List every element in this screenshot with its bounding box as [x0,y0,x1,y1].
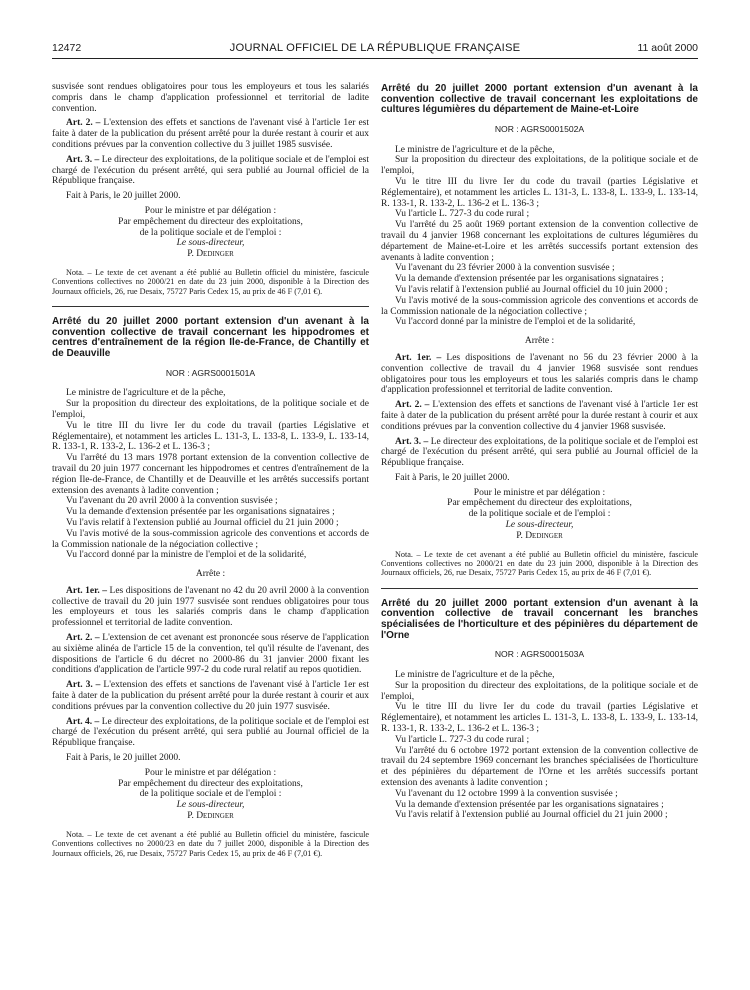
section-divider [381,588,698,589]
signature-line: Pour le ministre et par délégation : [473,487,606,498]
signature-line: de la politique sociale et de l'emploi : [468,509,611,520]
article-label: Art. 2. – [66,633,100,644]
article-paragraph [52,155,369,187]
visa-line: Vu la demande d'extension présentée par les organisations signataires ; [395,274,664,285]
visa-line: Vu l'arrêté du 25 août 1969 portant extension de la convention collective de travail du 4 janvier 1968 concernant les exploitations de cultures légumières du département de Maine-et-Loire et les arrêtés successifs portant extension des avenants à ladite convention ; [381,220,698,263]
nota-note: Nota. – Le texte de cet avenant a été publié au Bulletin officiel du ministère, fascicule Conventions collectives no 2000/21 en date du 23 juin 2000, disponible à la Direction des Journaux officiels, 26, rue Desaix, 75727 Paris Cedex 15, au prix de 46 F (7,01 €). [52,267,369,296]
page-header [52,39,698,57]
left-column [52,82,369,858]
visa-line: Vu l'arrêté du 6 octobre 1972 portant extension de la convention collective de travail du 24 septembre 1969 concernant les branches spécialisées de l'horticulture et des pépinières du département de l'Orne et les arrêtés successifs portant extension des avenants à ladite convention ; [381,745,698,789]
signature-role: Le sous-directeur, [176,238,245,249]
nor-reference: NOR : AGRS0001501A [165,367,256,378]
visa-line: Vu l'avis relatif à l'extension publié au Journal officiel du 10 juin 2000 ; [395,284,668,295]
signature-line: Pour le ministre et par délégation : [144,767,277,778]
article-text: L'extension de cet avenant est prononcée sous réserve de l'application au sixième alinéa de l'article 15 de la convention, tel qu'il résulte de l'avenant, des dispositions de l'article 6 du décret no 2000-86 du 31 janvier 2000 fixant les conditions d'application de l'article 997-2 du code rural relatif au repos quotidien. [52,633,369,676]
visa-line: Le ministre de l'agriculture et de la pêche, [395,144,555,155]
article-label: Art. 3. – [66,154,100,165]
visa-line: Vu le titre III du livre Ier du code du travail (parties Législative et Réglementaire), et notamment les articles L. 131-3, L. 133-8, L. 133-9, L. 133-14, R. 133-1, R. 133-2, L. 136-2 et L. 136-3 ; [52,420,369,453]
header-rule [52,58,698,59]
nota-note: Nota. – Le texte de cet avenant a été publié au Bulletin officiel du ministère, fascicule Conventions collectives no 2000/23 en date du 7 juillet 2000, disponible à la Direction des Journaux officiels, 26, rue Desaix, 75727 Paris Cedex 15, au prix de 46 F (7,01 €). [52,829,369,858]
right-column [381,84,698,821]
article-paragraph [381,437,698,469]
signature-line: de la politique sociale et de l'emploi : [139,789,282,800]
visa-line: Vu la demande d'extension présentée par les organisations signataires ; [66,507,335,518]
nor-reference: NOR : AGRS0001503A [494,649,585,660]
journal-title: JOURNAL OFFICIEL DE LA RÉPUBLIQUE FRANÇAISE [229,42,521,54]
article-text: L'extension des effets et sanctions de l'avenant visé à l'article 1er est faite à dater de la publication du présent arrêté pour la durée restant à courir et aux conditions prévues par la convention collective du 20 juin 1977 susvisée. [52,680,369,712]
arrete-heading: Arrête : [524,336,555,347]
article-label: Art. 2. – [66,118,101,129]
article-label: Art. 4. – [66,716,100,727]
signatory-name: P. Dedinger [516,530,563,541]
signature-date: Fait à Paris, le 20 juillet 2000. [66,753,181,764]
visa-line: Vu l'avenant du 12 octobre 1999 à la convention susvisée ; [395,788,618,799]
continued-text: susvisée sont rendues obligatoires pour tous les employeurs et tous les salariés compris dans le champ d'application professionnel et territorial de ladite convention. [52,82,369,114]
issue-date: 11 août 2000 [637,42,698,54]
article-text: Le directeur des exploitations, de la politique sociale et de l'emploi est chargé de l'exécution du présent arrêté, qui sera publié au Journal officiel de la République française. [52,716,369,749]
signature-date: Fait à Paris, le 20 juillet 2000. [395,472,510,483]
article-label: Art. 2. – [395,400,430,411]
visa-line: Vu l'avis motivé de la sous-commission agricole des conventions et accords de la Commission nationale de la négociation collective ; [52,528,369,550]
article-label: Art. 3. – [395,436,429,447]
signature-line: Par empêchement du directeur des exploitations, [447,498,632,509]
signature-line: Par empêchement du directeur des exploitations, [118,216,303,227]
visa-line: Vu l'accord donné par la ministre de l'emploi et de la solidarité, [66,550,307,561]
visa-line: Vu l'avis motivé de la sous-commission agricole des conventions et accords de la Commission nationale de la négociation collective ; [381,295,698,317]
visa-line: Vu le titre III du livre Ier du code du travail (parties Législative et Réglementaire), et notamment les articles L. 131-3, L. 133-8, L. 133-9, L. 133-14, R. 133-1, R. 133-2, L. 136-2 et L. 136-3 ; [381,176,698,209]
visa-line: Vu le titre III du livre Ier du code du travail (parties Législative et Réglementaire), et notamment les articles L. 131-3, L. 133-8, L. 133-9, L. 133-14, R. 133-1, R. 133-2, L. 136-2 et L. 136-3 ; [381,702,698,735]
signature-line: Pour le ministre et par délégation : [144,205,277,216]
article-text: L'extension des effets et sanctions de l'avenant visé à l'article 1er est faite à dater de la publication du présent arrêté pour la durée restant à courir et aux conditions prévues par la convention collective du 3 juillet 1985 susvisée. [52,118,369,150]
signature-line: de la politique sociale et de l'emploi : [139,227,282,238]
article-paragraph [52,633,369,676]
article-text: Le directeur des exploitations, de la politique sociale et de l'emploi est chargé de l'exécution du présent arrêté, qui sera publié au Journal officiel de la République française. [52,154,369,187]
article-label: Art. 3. – [66,680,101,691]
decree-title: Arrêté du 20 juillet 2000 portant extension d'un avenant à la convention collective de travail concernant les branches spécialisées de l'horticulture et des pépinières du département de l'Orne [381,597,698,641]
visa-line: Le ministre de l'agriculture et de la pêche, [395,670,555,681]
article-paragraph [52,680,369,712]
article-text: Les dispositions de l'avenant no 42 du 20 avril 2000 à la convention collective de travail du 20 juin 1977 susvisée sont rendues obligatoires pour tous les employeurs et tous les salariés compris dans le champ d'application professionnel et territorial de ladite convention. [52,585,369,629]
signature-role: Le sous-directeur, [176,800,245,811]
visa-line: Vu l'article L. 727-3 du code rural ; [395,734,530,745]
visa-line: Vu l'avis relatif à l'extension publié au Journal officiel du 21 juin 2000 ; [395,810,668,821]
signature-role: Le sous-directeur, [505,520,574,531]
visa-line: Sur la proposition du directeur des exploitations, de la politique sociale et de l'emploi, [381,680,698,702]
decree-title: Arrêté du 20 juillet 2000 portant extension d'un avenant à la convention collective de travail concernant les hippodromes et centres d'entraînement de la région Ile-de-France, de Chantilly et de Deauville [52,316,369,359]
signatory-name: P. Dedinger [187,249,234,260]
article-paragraph [381,353,698,396]
visa-line: Vu l'avis relatif à l'extension publié au Journal officiel du 21 juin 2000 ; [66,517,339,528]
article-text: Le directeur des exploitations, de la politique sociale et de l'emploi est chargé de l'exécution du présent arrêté, qui sera publié au Journal officiel de la République française. [381,436,698,469]
section-divider [52,306,369,307]
article-paragraph [381,400,698,432]
visa-line: Vu l'arrêté du 13 mars 1978 portant extension de la convention collective de travail du 20 juin 1977 concernant les hippodromes et centres d'entraînement de la région Ile-de-France, de Chantilly et de Deauville et les arrêtés successifs portant extension des avenants à ladite convention ; [52,453,369,496]
page-number: 12472 [52,42,82,54]
article-text: Les dispositions de l'avenant no 56 du 23 février 2000 à la convention collective de travail du 4 janvier 1968 susvisée sont rendues obligatoires pour tous les employeurs et tous les salariés compris dans le champ d'application professionnel et territorial de ladite convention. [381,352,699,396]
signatory-name: P. Dedinger [187,811,234,822]
article-label: Art. 1er. – [395,352,442,363]
visa-line: Vu l'avenant du 20 avril 2000 à la convention susvisée ; [66,496,278,507]
article-text: L'extension des effets et sanctions de l'avenant visé à l'article 1er est faite à dater de la publication du présent arrêté pour la durée restant à courir et aux conditions prévues par la convention collective du 4 janvier 1968 susvisée. [381,400,698,432]
visa-line: Vu l'accord donné par la ministre de l'emploi et de la solidarité, [395,317,636,328]
signature-line: Par empêchement du directeur des exploitations, [118,778,303,789]
article-label: Art. 1er. – [66,585,108,596]
signature-date: Fait à Paris, le 20 juillet 2000. [66,191,181,202]
nor-reference: NOR : AGRS0001502A [494,123,585,134]
arrete-heading: Arrête : [195,569,226,580]
article-paragraph [52,586,369,629]
article-paragraph [52,717,369,749]
visa-line: Sur la proposition du directeur des exploitations, de la politique sociale et de l'emploi, [52,399,369,420]
visa-line: Vu l'avenant du 23 février 2000 à la convention susvisée ; [395,263,615,274]
visa-line: Vu la demande d'extension présentée par les organisations signataires ; [395,799,664,810]
visa-line: Sur la proposition du directeur des exploitations, de la politique sociale et de l'emploi, [381,155,698,177]
visa-line: Le ministre de l'agriculture et de la pêche, [66,388,226,399]
visa-line: Vu l'article L. 727-3 du code rural ; [395,209,530,220]
article-paragraph [52,118,369,150]
decree-title: Arrêté du 20 juillet 2000 portant extension d'un avenant à la convention collective de travail concernant les exploitations de cultures légumières du département de Maine-et-Loire [381,83,698,116]
nota-note: Nota. – Le texte de cet avenant a été publié au Bulletin officiel du ministère, fascicule Conventions collectives no 2000/21 en date du 23 juin 2000, disponible à la Direction des Journaux officiels, 26, rue Desaix, 75727 Paris Cedex 15, au prix de 46 F (7,01 €). [381,549,698,578]
